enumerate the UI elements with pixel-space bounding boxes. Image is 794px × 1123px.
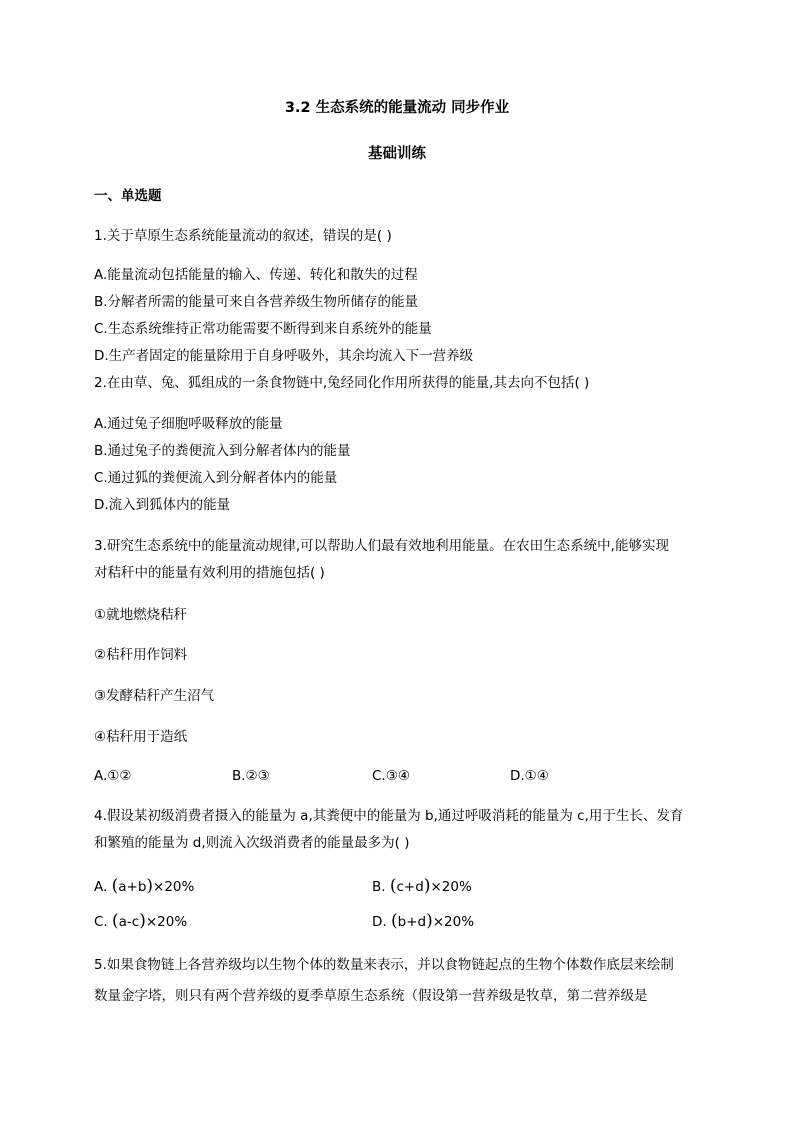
q1-option-d: D.生产者固定的能量除用于自身呼吸外，其余均流入下一营养级 — [94, 348, 474, 364]
q4-option-b — [372, 876, 472, 897]
doc-title: 3.2 生态系统的能量流动 同步作业 — [284, 100, 510, 116]
q3-item-2: ②秸秆用作饲料 — [94, 647, 188, 663]
q3-option-d: D.①④ — [510, 768, 549, 784]
open-paren-glyph: ( — [389, 876, 397, 896]
open-paren-glyph: ( — [112, 911, 119, 931]
q4-option-d-letter: D. — [372, 914, 387, 930]
q2-option-c: C.通过狐的粪便流入到分解者体内的能量 — [94, 470, 338, 486]
open-paren-glyph: ( — [111, 876, 119, 896]
q1-stem: 1.关于草原生态系统能量流动的叙述，错误的是( ) — [94, 228, 392, 244]
close-paren-glyph: ) — [423, 876, 431, 896]
section-heading: 一、单选题 — [94, 188, 162, 204]
q4-option-b-expr: c+d — [396, 879, 424, 895]
q4-option-d — [372, 911, 474, 932]
q5-stem-line1: 5.如果食物链上各营养级均以生物个体的数量来表示，并以食物链起点的生物个体数作底层来绘制 — [94, 957, 674, 973]
q3-item-3: ③发酵秸秆产生沼气 — [94, 688, 215, 704]
q4-stem-line2: 和繁殖的能量为 d,则流入次级消费者的能量最多为( ) — [94, 835, 410, 851]
q2-option-a: A.通过兔子细胞呼吸释放的能量 — [94, 416, 283, 432]
q3-item-4: ④秸秆用于造纸 — [94, 729, 188, 745]
q2-stem: 2.在由草、兔、狐组成的一条食物链中,兔经同化作用所获得的能量,其去向不包括( ) — [94, 375, 590, 391]
close-paren-glyph: ) — [139, 911, 146, 931]
q4-option-b-tail: ×20% — [430, 879, 472, 895]
q4-option-a-letter: A. — [94, 879, 108, 895]
q3-option-b: B.②③ — [232, 768, 270, 784]
q4-option-d-tail: ×20% — [432, 914, 475, 930]
q4-option-a-tail: ×20% — [153, 879, 195, 895]
q2-option-d: D.流入到狐体内的能量 — [94, 497, 231, 513]
q3-item-1: ①就地燃烧秸秆 — [94, 607, 188, 623]
close-paren-glyph: ) — [146, 876, 154, 896]
close-paren-glyph: ) — [426, 911, 433, 931]
q2-option-b: B.通过兔子的粪便流入到分解者体内的能量 — [94, 443, 351, 459]
q4-option-c-letter: C. — [94, 914, 108, 930]
open-paren-glyph: ( — [390, 911, 398, 931]
q3-option-a: A.①② — [94, 768, 132, 784]
q4-option-c-tail: ×20% — [145, 914, 188, 930]
q4-option-c — [94, 911, 187, 932]
q1-option-b: B.分解者所需的能量可来自各营养级生物所储存的能量 — [94, 294, 419, 310]
q4-stem-line1: 4.假设某初级消费者摄入的能量为 a,其粪便中的能量为 b,通过呼吸消耗的能量为 c,用于生长、发育 — [94, 808, 684, 824]
q4-option-b-letter: B. — [372, 879, 386, 895]
doc-subtitle: 基础训练 — [368, 146, 426, 162]
q3-option-c: C.③④ — [372, 768, 410, 784]
q5-stem-line2: 数量金字塔，则只有两个营养级的夏季草原生态系统（假设第一营养级是牧草，第二营养级是 — [94, 988, 648, 1004]
q1-option-c: C.生态系统维持正常功能需要不断得到来自系统外的能量 — [94, 321, 432, 337]
q4-option-a — [94, 876, 194, 897]
q4-option-d-expr: b+d — [397, 914, 427, 930]
q4-option-c-expr: a-c — [118, 914, 140, 930]
q3-stem-line1: 3.研究生态系统中的能量流动规律,可以帮助人们最有效地利用能量。在农田生态系统中,能够实现 — [94, 538, 669, 554]
q1-option-a: A.能量流动包括能量的输入、传递、转化和散失的过程 — [94, 267, 418, 283]
q4-option-a-expr: a+b — [118, 879, 147, 895]
q3-stem-line2: 对秸秆中的能量有效利用的措施包括( ) — [94, 565, 325, 581]
